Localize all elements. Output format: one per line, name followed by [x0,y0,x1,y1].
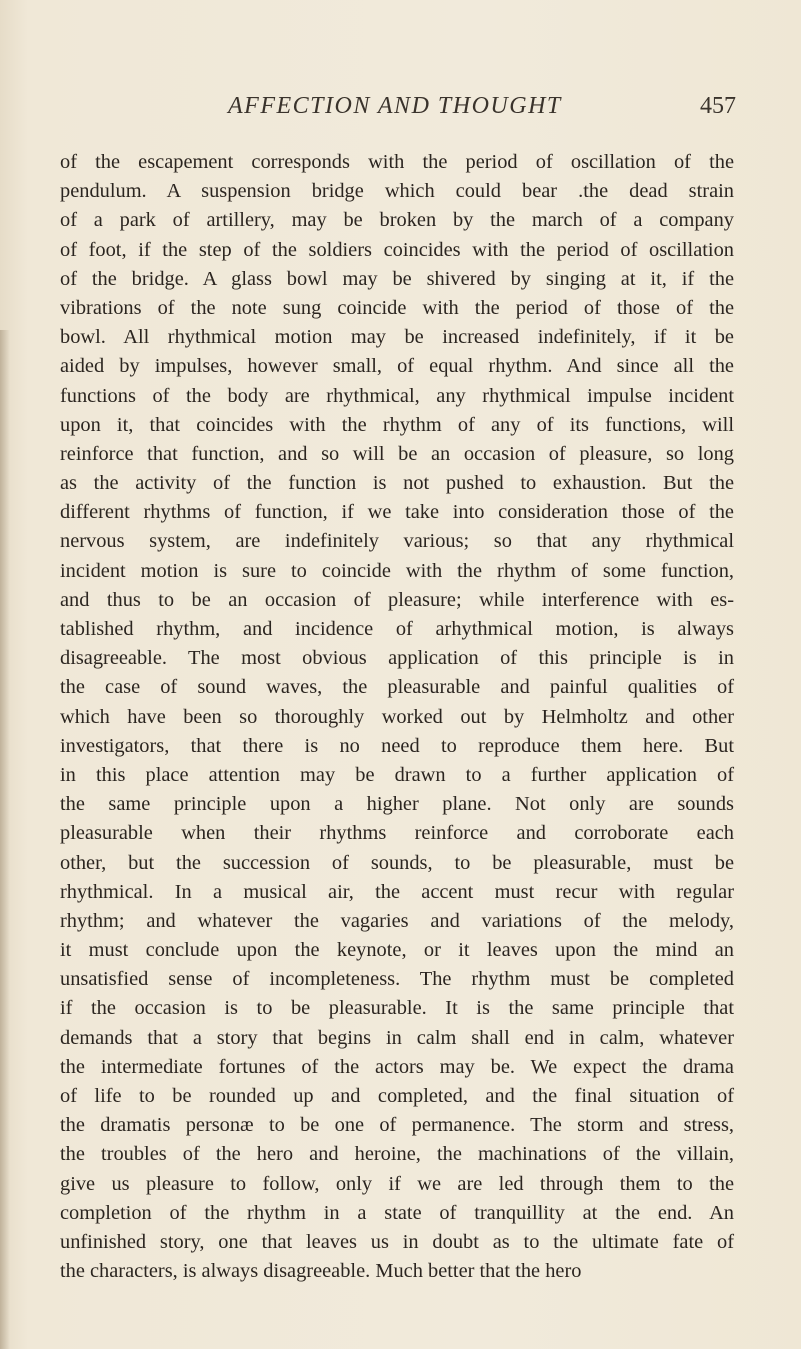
text-line: reinforce that function, and so will be an occasion of pleasure, so long [60,442,734,465]
text-line: which have been so thoroughly worked out by Helmholtz and other [60,705,734,728]
text-line: rhythm; and whatever the vagaries and variations of the melody, [60,909,734,932]
text-line: investigators, that there is no need to reproduce them here. But [60,734,734,757]
text-line: of a park of artillery, may be broken by the march of a company [60,209,734,232]
text-line: vibrations of the note sung coincide with the period of those of the [60,296,734,319]
text-line: upon it, that coincides with the rhythm of any of its functions, will [60,413,734,436]
text-line: the same principle upon a higher plane. Not only are sounds [60,793,734,816]
text-line: functions of the body are rhythmical, any rhythmical impulse incident [60,384,734,407]
text-line: of life to be rounded up and completed, and the final situation of [60,1085,734,1107]
text-line: the case of sound waves, the pleasurable and painful qualities of [60,676,734,699]
text-line: unfinished story, one that leaves us in doubt as to the ultimate fate of [60,1230,734,1253]
text-line: pleasurable when their rhythms reinforce and corroborate each [60,822,734,845]
text-line: disagreeable. The most obvious application of this principle is in [60,647,734,670]
text-line: pendulum. A suspension bridge which could bear .the dead strain [60,180,734,203]
text-line: of foot, if the step of the soldiers coincides with the period of oscillation [60,238,734,261]
text-line: of the escapement corresponds with the period of oscillation of the [60,151,734,173]
text-line: nervous system, are indefinitely various; so that any rhythmical [60,530,734,553]
text-line: and thus to be an occasion of pleasure; while interference with es- [60,588,734,611]
text-line: it must conclude upon the keynote, or it leaves upon the mind an [60,939,734,962]
text-line: aided by impulses, however small, of equal rhythm. And since all the [60,355,734,378]
text-line: of the bridge. A glass bowl may be shivered by singing at it, if the [60,267,734,290]
text-line: different rhythms of function, if we take into consideration those of the [60,501,734,524]
text-line: other, but the succession of sounds, to be pleasurable, must be [60,851,734,874]
text-line: the troubles of the hero and heroine, the machinations of the villain, [60,1143,734,1166]
text-line: incident motion is sure to coincide with the rhythm of some function, [60,559,734,582]
text-line: rhythmical. In a musical air, the accent must recur with regular [60,880,734,903]
text-line: demands that a story that begins in calm shall end in calm, whatever [60,1026,734,1049]
text-line: tablished rhythm, and incidence of arhythmical motion, is always [60,618,734,640]
running-head [0,93,801,133]
running-title: AFFECTION AND THOUGHT [228,93,562,119]
text-line: the characters, is always disagreeable. Much better that the hero [60,1260,582,1283]
text-line: as the activity of the function is not pushed to exhaustion. But the [60,472,734,495]
text-line: if the occasion is to be pleasurable. It is the same principle that [60,997,734,1020]
text-line: unsatisfied sense of incompleteness. The rhythm must be completed [60,968,734,991]
text-line: the dramatis personæ to be one of permanence. The storm and stress, [60,1114,734,1137]
page-number: 457 [700,93,736,119]
text-line: in this place attention may be drawn to a further application of [60,763,734,786]
text-line: give us pleasure to follow, only if we are led through them to the [60,1172,734,1195]
text-line: completion of the rhythm in a state of tranquillity at the end. An [60,1201,734,1224]
text-line: the intermediate fortunes of the actors may be. We expect the drama [60,1055,734,1078]
text-line: bowl. All rhythmical motion may be increased indefinitely, if it be [60,326,734,349]
body-text [60,148,734,1286]
gutter-shadow [0,330,10,1349]
